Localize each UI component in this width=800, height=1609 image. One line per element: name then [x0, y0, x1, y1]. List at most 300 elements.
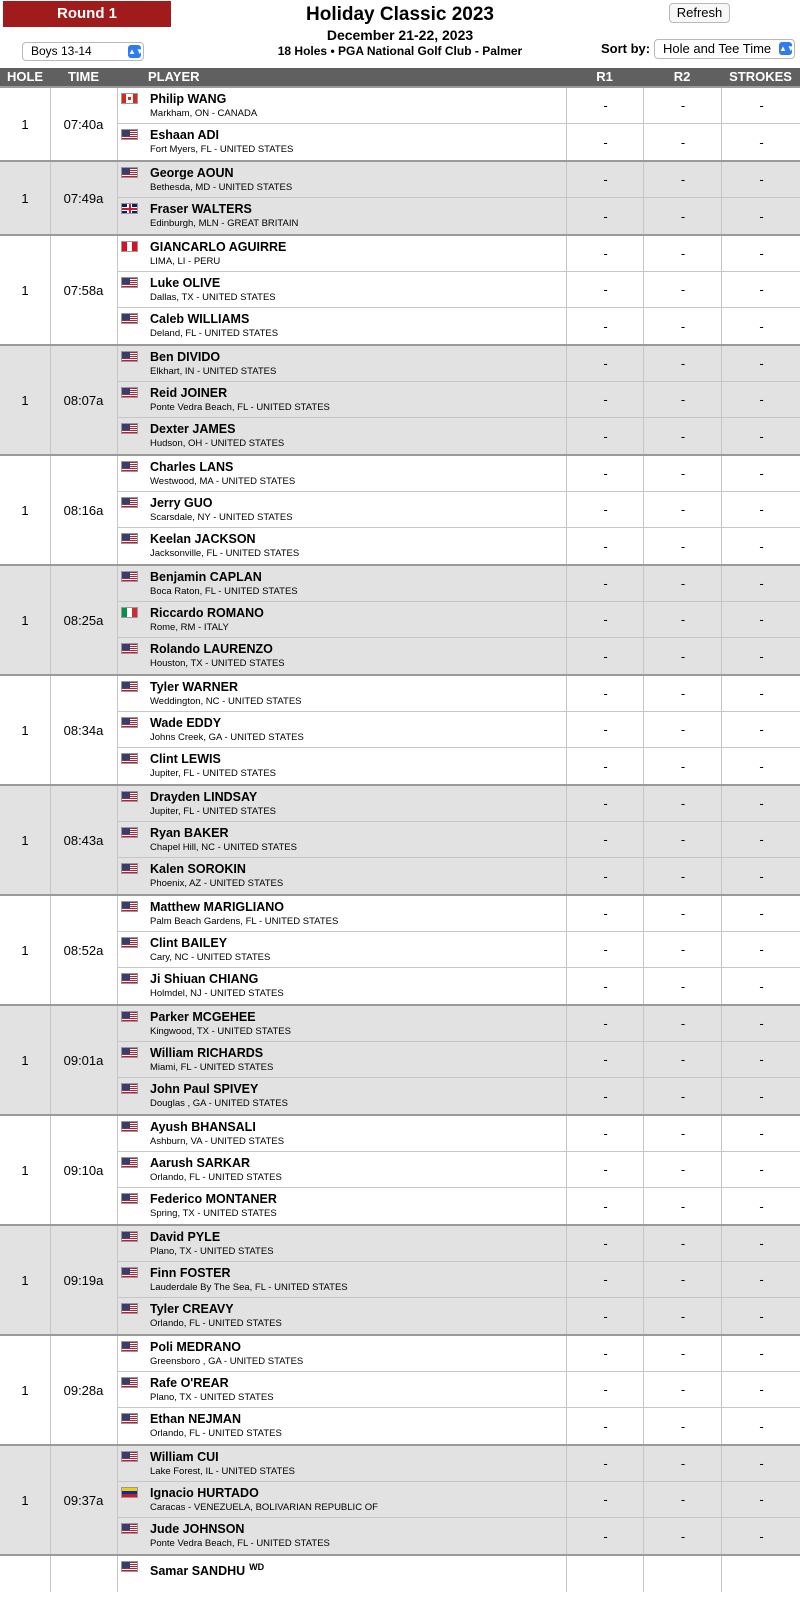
player-name[interactable]	[150, 350, 220, 365]
player-cell[interactable]	[117, 602, 566, 637]
score-r1: -	[566, 456, 644, 491]
player-row[interactable]	[117, 1042, 800, 1078]
player-row[interactable]	[117, 1006, 800, 1042]
score-r2: -	[643, 932, 722, 967]
tee-time-cell: 09:28a	[50, 1336, 118, 1444]
player-list	[117, 88, 800, 160]
player-name[interactable]	[150, 312, 249, 327]
score-strokes: -	[721, 1152, 800, 1187]
player-row[interactable]	[117, 968, 800, 1004]
player-name-text[interactable]: Rafe O'REAR	[150, 1376, 229, 1390]
player-row[interactable]	[117, 932, 800, 968]
flag-ca-icon	[121, 93, 138, 104]
hole-cell: 1	[0, 1336, 51, 1444]
player-name-text[interactable]: GIANCARLO AGUIRRE	[150, 240, 287, 254]
player-name[interactable]	[150, 422, 235, 437]
player-name-text[interactable]: Riccardo ROMANO	[150, 606, 264, 620]
player-row[interactable]	[117, 456, 800, 492]
player-name-text[interactable]: Benjamin CAPLAN	[150, 570, 262, 584]
player-name[interactable]	[150, 276, 220, 291]
player-name[interactable]	[150, 128, 219, 143]
player-cell[interactable]	[117, 1116, 566, 1151]
score-r2: -	[643, 822, 722, 857]
player-row[interactable]	[117, 1556, 800, 1592]
column-player[interactable]: PLAYER	[148, 69, 200, 84]
player-cell[interactable]	[117, 1372, 566, 1407]
player-name-text[interactable]: Tyler WARNER	[150, 680, 238, 694]
player-name-text[interactable]: Reid JOINER	[150, 386, 228, 400]
hole-cell: 1	[0, 1446, 51, 1554]
player-cell[interactable]	[117, 932, 566, 967]
player-list	[117, 162, 800, 234]
score-r2: -	[643, 1408, 722, 1444]
player-row[interactable]	[117, 676, 800, 712]
player-row[interactable]	[117, 346, 800, 382]
tee-time-group	[0, 894, 800, 1004]
player-location: Ponte Vedra Beach, FL - UNITED STATES	[150, 1538, 330, 1549]
flag-us-icon	[121, 973, 138, 984]
player-row[interactable]	[117, 1408, 800, 1444]
player-name[interactable]	[150, 532, 256, 547]
player-cell[interactable]	[117, 528, 566, 564]
player-name-text[interactable]: Keelan JACKSON	[150, 532, 256, 546]
player-row[interactable]	[117, 272, 800, 308]
player-name-text[interactable]: Fraser WALTERS	[150, 202, 252, 216]
score-r1: -	[566, 602, 644, 637]
hole-cell: 1	[0, 896, 51, 1004]
player-name-text[interactable]: Aarush SARKAR	[150, 1156, 251, 1170]
player-name-text[interactable]: William CUI	[150, 1450, 219, 1464]
flag-us-icon	[121, 1561, 138, 1572]
column-time[interactable]: TIME	[67, 69, 100, 84]
player-cell[interactable]	[117, 272, 566, 307]
tee-time-cell: 08:16a	[50, 456, 118, 564]
player-name-text[interactable]: Caleb WILLIAMS	[150, 312, 250, 326]
player-name-text[interactable]: Clint LEWIS	[150, 752, 221, 766]
player-row[interactable]	[117, 748, 800, 784]
tee-time-group	[0, 344, 800, 454]
flag-us-icon	[121, 753, 138, 764]
player-row[interactable]	[117, 712, 800, 748]
tee-time-cell: 09:01a	[50, 1006, 118, 1114]
player-cell[interactable]	[117, 1408, 566, 1444]
flag-us-icon	[121, 1083, 138, 1094]
player-row[interactable]	[117, 1078, 800, 1114]
player-cell[interactable]	[117, 236, 566, 271]
player-name[interactable]	[150, 606, 264, 621]
player-cell[interactable]	[117, 786, 566, 821]
player-name[interactable]	[150, 1046, 263, 1061]
player-name-text[interactable]: Ryan BAKER	[150, 826, 229, 840]
flag-us-icon	[121, 1451, 138, 1462]
tee-time-group	[0, 1224, 800, 1334]
player-name-text[interactable]: Luke OLIVE	[150, 276, 221, 290]
score-r1: -	[566, 1042, 644, 1077]
player-name-text[interactable]: Drayden LINDSAY	[150, 790, 258, 804]
player-cell[interactable]	[117, 124, 566, 160]
player-name[interactable]	[150, 716, 221, 731]
player-name-text[interactable]: David PYLE	[150, 1230, 221, 1244]
score-strokes: -	[721, 638, 800, 674]
player-list	[117, 1226, 800, 1334]
player-cell[interactable]	[117, 748, 566, 784]
score-r2: -	[643, 528, 722, 564]
column-r2[interactable]: R2	[673, 69, 691, 84]
player-row[interactable]	[117, 1152, 800, 1188]
player-name[interactable]	[150, 570, 262, 585]
player-name-text[interactable]: Tyler CREAVY	[150, 1302, 234, 1316]
player-name[interactable]	[150, 1522, 244, 1537]
score-strokes	[721, 1556, 800, 1592]
column-header-bar	[0, 68, 800, 86]
tee-time-group	[0, 234, 800, 344]
player-cell[interactable]	[117, 822, 566, 857]
score-strokes: -	[721, 1408, 800, 1444]
player-cell[interactable]	[117, 1042, 566, 1077]
flag-us-icon	[121, 351, 138, 362]
player-name-text[interactable]: Rolando LAURENZO	[150, 642, 273, 656]
player-list	[117, 566, 800, 674]
player-name-text[interactable]: Jerry GUO	[150, 496, 213, 510]
player-location: Greensboro , GA - UNITED STATES	[150, 1356, 304, 1367]
tee-time-cell: 08:43a	[50, 786, 118, 894]
player-name[interactable]	[150, 240, 286, 255]
score-r1: -	[566, 896, 644, 931]
player-row[interactable]	[117, 566, 800, 602]
player-name[interactable]	[150, 1010, 256, 1025]
player-name[interactable]	[150, 1486, 259, 1501]
player-name[interactable]	[150, 1560, 264, 1579]
tee-time-group	[0, 564, 800, 674]
player-cell[interactable]	[117, 858, 566, 894]
player-cell[interactable]	[117, 1078, 566, 1114]
tee-time-groups	[0, 86, 800, 1592]
event-dates: December 21-22, 2023	[326, 27, 474, 43]
player-cell[interactable]	[117, 1188, 566, 1224]
event-title: Holiday Classic 2023	[306, 4, 494, 25]
player-name-text[interactable]: Kalen SOROKIN	[150, 862, 246, 876]
flag-us-icon	[121, 827, 138, 838]
player-name-text[interactable]: Clint BAILEY	[150, 936, 228, 950]
tee-time-cell: 08:34a	[50, 676, 118, 784]
player-name-text[interactable]: Philip WANG	[150, 92, 227, 106]
flag-us-icon	[121, 1047, 138, 1058]
tee-time-cell: 07:49a	[50, 162, 118, 234]
hole-cell	[0, 1556, 51, 1592]
division-select-value: Boys 13-14	[31, 44, 92, 58]
player-cell[interactable]	[117, 566, 566, 601]
player-cell[interactable]	[117, 1336, 566, 1371]
player-cell[interactable]	[117, 1298, 566, 1334]
player-cell[interactable]	[117, 896, 566, 931]
player-name[interactable]	[150, 1230, 220, 1245]
score-r2: -	[643, 896, 722, 931]
player-list	[117, 236, 800, 344]
tee-time-cell: 09:19a	[50, 1226, 118, 1334]
hole-cell: 1	[0, 88, 51, 160]
score-strokes: -	[721, 932, 800, 967]
player-name[interactable]	[150, 642, 273, 657]
player-name-text[interactable]: John Paul SPIVEY	[150, 1082, 259, 1096]
player-name[interactable]	[150, 386, 227, 401]
player-name[interactable]	[150, 166, 234, 181]
score-r1: -	[566, 308, 644, 344]
player-name-text[interactable]: Dexter JAMES	[150, 422, 236, 436]
player-name[interactable]	[150, 972, 258, 987]
score-strokes: -	[721, 492, 800, 527]
player-row[interactable]	[117, 418, 800, 454]
player-row[interactable]	[117, 1226, 800, 1262]
score-r1: -	[566, 198, 644, 234]
player-row[interactable]	[117, 1298, 800, 1334]
player-name[interactable]	[150, 1340, 241, 1355]
score-r1: -	[566, 1372, 644, 1407]
refresh-button[interactable]: Refresh	[669, 3, 730, 23]
player-location: Markham, ON - CANADA	[150, 108, 258, 119]
player-name[interactable]	[150, 1156, 250, 1171]
player-cell[interactable]	[117, 638, 566, 674]
player-list	[117, 1116, 800, 1224]
player-name-text[interactable]: Ayush BHANSALI	[150, 1120, 256, 1134]
score-r1: -	[566, 1482, 644, 1517]
hole-cell: 1	[0, 1226, 51, 1334]
score-r2: -	[643, 236, 722, 271]
event-info	[230, 3, 570, 59]
player-name-text[interactable]: Ben DIVIDO	[150, 350, 221, 364]
flag-us-icon	[121, 937, 138, 948]
flag-us-icon	[121, 1267, 138, 1278]
player-name[interactable]	[150, 460, 233, 475]
player-cell[interactable]	[117, 198, 566, 234]
player-name[interactable]	[150, 202, 252, 217]
score-strokes: -	[721, 748, 800, 784]
flag-us-icon	[121, 571, 138, 582]
player-location: Lauderdale By The Sea, FL - UNITED STATES	[150, 1282, 348, 1293]
player-cell[interactable]	[117, 1262, 566, 1297]
flag-us-icon	[121, 643, 138, 654]
player-location: Douglas , GA - UNITED STATES	[150, 1098, 288, 1109]
player-row[interactable]	[117, 822, 800, 858]
player-name[interactable]	[150, 1192, 277, 1207]
round-tab[interactable]: Round 1	[3, 1, 171, 27]
score-r1: -	[566, 748, 644, 784]
player-cell[interactable]	[117, 88, 566, 123]
score-strokes: -	[721, 1262, 800, 1297]
player-location: Rome, RM - ITALY	[150, 622, 229, 633]
player-row[interactable]	[117, 1482, 800, 1518]
player-row[interactable]	[117, 88, 800, 124]
player-location: Westwood, MA - UNITED STATES	[150, 476, 296, 487]
column-r1[interactable]: R1	[596, 69, 613, 84]
player-row[interactable]	[117, 528, 800, 564]
score-r2: -	[643, 382, 722, 417]
flag-us-icon	[121, 313, 138, 324]
player-name-text[interactable]: Poli MEDRANO	[150, 1340, 241, 1354]
sort-select-value: Hole and Tee Time	[663, 41, 772, 56]
tee-time-group	[0, 1554, 800, 1592]
score-r1: -	[566, 1298, 644, 1334]
score-r1: -	[566, 1336, 644, 1371]
player-location: Orlando, FL - UNITED STATES	[150, 1428, 282, 1439]
player-cell[interactable]	[117, 1518, 566, 1554]
player-name[interactable]	[150, 1450, 219, 1465]
flag-us-icon	[121, 681, 138, 692]
player-cell[interactable]	[117, 676, 566, 711]
player-name[interactable]	[150, 862, 246, 877]
player-name[interactable]	[150, 790, 257, 805]
score-strokes: -	[721, 162, 800, 197]
score-r2: -	[643, 676, 722, 711]
player-location: Bethesda, MD - UNITED STATES	[150, 182, 293, 193]
sort-select[interactable]	[654, 39, 795, 59]
player-row[interactable]	[117, 308, 800, 344]
flag-us-icon	[121, 1193, 138, 1204]
score-strokes: -	[721, 1298, 800, 1334]
score-r1: -	[566, 1006, 644, 1041]
player-name[interactable]	[150, 92, 226, 107]
player-cell[interactable]	[117, 1152, 566, 1187]
player-name[interactable]	[150, 900, 284, 915]
player-name-text[interactable]: Ignacio HURTADO	[150, 1486, 259, 1500]
flag-us-icon	[121, 1231, 138, 1242]
player-row[interactable]	[117, 1518, 800, 1554]
player-name-text[interactable]: Federico MONTANER	[150, 1192, 277, 1206]
score-r2: -	[643, 162, 722, 197]
player-row[interactable]	[117, 1446, 800, 1482]
flag-us-icon	[121, 1341, 138, 1352]
player-name-text[interactable]: Finn FOSTER	[150, 1266, 231, 1280]
player-row[interactable]	[117, 1336, 800, 1372]
score-r1: -	[566, 1152, 644, 1187]
score-strokes: -	[721, 1482, 800, 1517]
player-row[interactable]	[117, 1188, 800, 1224]
player-name-text[interactable]: Ji Shiuan CHIANG	[150, 972, 259, 986]
score-strokes: -	[721, 124, 800, 160]
player-name[interactable]	[150, 752, 221, 767]
player-cell[interactable]	[117, 346, 566, 381]
hole-cell: 1	[0, 162, 51, 234]
score-strokes: -	[721, 308, 800, 344]
player-cell[interactable]	[117, 162, 566, 197]
flag-us-icon	[121, 1303, 138, 1314]
player-cell[interactable]	[117, 492, 566, 527]
player-location: Orlando, FL - UNITED STATES	[150, 1172, 282, 1183]
score-r1: -	[566, 528, 644, 564]
player-row[interactable]	[117, 602, 800, 638]
player-row[interactable]	[117, 1372, 800, 1408]
player-list	[117, 786, 800, 894]
player-cell[interactable]	[117, 968, 566, 1004]
player-name[interactable]	[150, 1120, 256, 1135]
tee-time-cell: 08:07a	[50, 346, 118, 454]
flag-us-icon	[121, 1523, 138, 1534]
flag-us-icon	[121, 533, 138, 544]
player-name-text[interactable]: Eshaan ADI	[150, 128, 220, 142]
score-r2: -	[643, 418, 722, 454]
flag-us-icon	[121, 863, 138, 874]
flag-us-icon	[121, 717, 138, 728]
page-header	[0, 0, 800, 68]
flag-us-icon	[121, 791, 138, 802]
player-location: Holmdel, NJ - UNITED STATES	[150, 988, 284, 999]
division-select[interactable]	[22, 42, 144, 61]
player-name-text[interactable]: George AOUN	[150, 166, 234, 180]
player-location: Orlando, FL - UNITED STATES	[150, 1318, 282, 1329]
column-strokes[interactable]: STROKES	[729, 69, 792, 84]
player-name-text[interactable]: Wade EDDY	[150, 716, 222, 730]
score-strokes: -	[721, 528, 800, 564]
score-r2: -	[643, 638, 722, 674]
player-name[interactable]	[150, 1376, 229, 1391]
player-cell[interactable]	[117, 1446, 566, 1481]
player-cell[interactable]	[117, 1006, 566, 1041]
player-row[interactable]	[117, 162, 800, 198]
score-r2: -	[643, 566, 722, 601]
player-row[interactable]	[117, 786, 800, 822]
player-row[interactable]	[117, 492, 800, 528]
player-name[interactable]	[150, 1412, 241, 1427]
player-name[interactable]	[150, 936, 227, 951]
player-name-text[interactable]: Matthew MARIGLIANO	[150, 900, 285, 914]
player-name-text[interactable]: Ethan NEJMAN	[150, 1412, 241, 1426]
player-cell[interactable]	[117, 1482, 566, 1517]
player-cell[interactable]	[117, 456, 566, 491]
player-cell[interactable]	[117, 418, 566, 454]
player-name[interactable]	[150, 826, 229, 841]
flag-us-icon	[121, 1377, 138, 1388]
player-row[interactable]	[117, 896, 800, 932]
score-strokes: -	[721, 968, 800, 1004]
player-location: Houston, TX - UNITED STATES	[150, 658, 285, 669]
player-row[interactable]	[117, 1116, 800, 1152]
player-row[interactable]	[117, 1262, 800, 1298]
player-cell[interactable]	[117, 1226, 566, 1261]
player-cell[interactable]	[117, 1556, 566, 1592]
player-row[interactable]	[117, 198, 800, 234]
score-r1: -	[566, 418, 644, 454]
player-name-text[interactable]: William RICHARDS	[150, 1046, 264, 1060]
score-r1: -	[566, 932, 644, 967]
player-row[interactable]	[117, 236, 800, 272]
player-row[interactable]	[117, 638, 800, 674]
player-name[interactable]	[150, 1266, 231, 1281]
flag-us-icon	[121, 387, 138, 398]
score-strokes: -	[721, 1372, 800, 1407]
player-row[interactable]	[117, 124, 800, 160]
player-row[interactable]	[117, 858, 800, 894]
player-name[interactable]	[150, 1302, 234, 1317]
flag-us-icon	[121, 129, 138, 140]
player-location: Ashburn, VA - UNITED STATES	[150, 1136, 285, 1147]
player-cell[interactable]	[117, 712, 566, 747]
player-row[interactable]	[117, 382, 800, 418]
score-r2: -	[643, 1042, 722, 1077]
column-hole[interactable]: HOLE	[6, 69, 44, 84]
player-name-text[interactable]: Samar SANDHU	[150, 1564, 246, 1579]
player-name-text[interactable]: Charles LANS	[150, 460, 234, 474]
player-name[interactable]	[150, 680, 238, 695]
player-cell[interactable]	[117, 382, 566, 417]
score-strokes: -	[721, 1116, 800, 1151]
player-name[interactable]	[150, 1082, 258, 1097]
player-cell[interactable]	[117, 308, 566, 344]
player-location: Fort Myers, FL - UNITED STATES	[150, 144, 294, 155]
player-name-text[interactable]: Parker MCGEHEE	[150, 1010, 256, 1024]
hole-cell: 1	[0, 786, 51, 894]
score-strokes: -	[721, 1336, 800, 1371]
player-name-text[interactable]: Jude JOHNSON	[150, 1522, 245, 1536]
player-name[interactable]	[150, 496, 213, 511]
